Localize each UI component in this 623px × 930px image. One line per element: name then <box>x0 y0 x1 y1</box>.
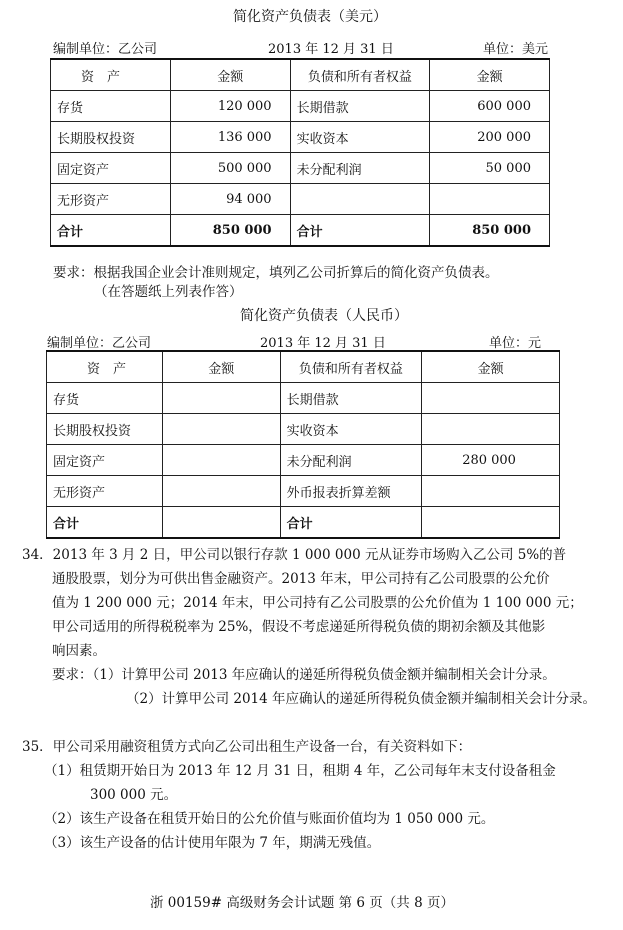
cell: 外币报表折算差额 <box>280 476 422 507</box>
table1-date: 2013 年 12 月 31 日 <box>268 42 394 57</box>
cell <box>162 383 280 414</box>
table-header-row <box>51 59 550 91</box>
q34-line: 甲公司适用的所得税税率为 25%，假设不考虑递延所得税负债的期初余额及其他影 <box>52 619 546 635</box>
balance-sheet-rmb <box>46 350 560 539</box>
cell: 未分配利润 <box>280 445 422 476</box>
q34-requirement-1: 要求：（1）计算甲公司 2013 年应确认的递延所得税负债金额并编制相关会计分录。 <box>52 667 556 683</box>
header-amount: 金额 <box>422 351 560 383</box>
header-liabilities-equity: 负债和所有者权益 <box>280 351 422 383</box>
q35-item-1-cont: 300 000 元。 <box>90 787 178 803</box>
q34-line: 通股股票，划分为可供出售金融资产。2013 年末，甲公司持有乙公司股票的公允价 <box>52 571 550 587</box>
cell: 长期股权投资 <box>51 122 171 153</box>
table-row <box>51 122 550 153</box>
table1-currency-label: 单位：美元 <box>483 42 549 57</box>
cell: 实收资本 <box>280 414 422 445</box>
cell <box>162 476 280 507</box>
cell: 固定资产 <box>47 445 163 476</box>
q35-item-3: （3）该生产设备的估计使用年限为 7 年，期满无残值。 <box>44 835 381 851</box>
cell <box>422 476 560 507</box>
q35-item-2: （2）该生产设备在租赁开始日的公允价值与账面价值均为 1 050 000 元。 <box>44 811 495 827</box>
table-header-row <box>47 351 560 383</box>
cell: 存货 <box>51 91 171 122</box>
header-amount: 金额 <box>170 59 290 91</box>
table2-currency-label: 单位：元 <box>489 336 542 351</box>
header-liabilities-equity: 负债和所有者权益 <box>290 59 430 91</box>
cell: 94 000 <box>170 184 290 215</box>
table-row <box>51 91 550 122</box>
requirement-line-1: 要求：根据我国企业会计准则规定，填列乙公司折算后的简化资产负债表。 <box>53 265 499 281</box>
q34-line: 响因素。 <box>52 643 106 659</box>
cell <box>162 414 280 445</box>
cell: 存货 <box>47 383 163 414</box>
cell: 280 000 <box>422 445 560 476</box>
cell: 未分配利润 <box>290 153 430 184</box>
cell: 无形资产 <box>47 476 163 507</box>
table-row <box>51 153 550 184</box>
q35-intro: 35．甲公司采用融资租赁方式向乙公司出租生产设备一台，有关资料如下： <box>22 739 472 755</box>
table-row <box>51 184 550 215</box>
table-row <box>47 445 560 476</box>
cell: 200 000 <box>430 122 550 153</box>
cell: 实收资本 <box>290 122 430 153</box>
requirement-line-2: （在答题纸上列表作答） <box>94 284 243 300</box>
table1-unit-label: 编制单位：乙公司 <box>53 42 158 57</box>
total-label: 合计 <box>51 215 171 247</box>
total-value: 850 000 <box>170 215 290 247</box>
total-value: 850 000 <box>430 215 550 247</box>
cell <box>162 445 280 476</box>
q34-line: 值为 1 200 000 元；2014 年末，甲公司持有乙公司股票的公允价值为 1 100 000 元； <box>52 595 583 611</box>
cell: 50 000 <box>430 153 550 184</box>
question-35 <box>22 735 556 855</box>
table1-title: 简化资产负债表（美元） <box>233 9 387 25</box>
table2-title: 简化资产负债表（人民币） <box>240 308 408 324</box>
question-34 <box>22 543 596 711</box>
table2-date: 2013 年 12 月 31 日 <box>260 336 386 351</box>
total-label: 合计 <box>47 507 163 539</box>
total-value <box>422 507 560 539</box>
cell: 120 000 <box>170 91 290 122</box>
balance-sheet-usd <box>50 58 550 247</box>
table-row <box>47 476 560 507</box>
cell: 长期股权投资 <box>47 414 163 445</box>
page-footer: 浙 00159# 高级财务会计试题 第 6 页（共 8 页） <box>150 895 454 911</box>
header-amount: 金额 <box>162 351 280 383</box>
cell <box>422 414 560 445</box>
q35-item-1: （1）租赁期开始日为 2013 年 12 月 31 日，租期 4 年，乙公司每年末支付设备租金 <box>44 763 556 779</box>
cell <box>290 184 430 215</box>
table2-unit-label: 编制单位：乙公司 <box>47 336 152 351</box>
cell <box>430 184 550 215</box>
cell: 136 000 <box>170 122 290 153</box>
table-total-row <box>47 507 560 539</box>
table-row <box>47 383 560 414</box>
cell: 长期借款 <box>290 91 430 122</box>
cell <box>422 383 560 414</box>
total-label: 合计 <box>290 215 430 247</box>
total-label: 合计 <box>280 507 422 539</box>
header-amount: 金额 <box>430 59 550 91</box>
cell: 500 000 <box>170 153 290 184</box>
header-assets: 资 产 <box>47 351 163 383</box>
cell: 固定资产 <box>51 153 171 184</box>
cell: 长期借款 <box>280 383 422 414</box>
header-assets: 资 产 <box>51 59 171 91</box>
q34-requirement-2: （2）计算甲公司 2014 年应确认的递延所得税负债金额并编制相关会计分录。 <box>126 691 597 707</box>
total-value <box>162 507 280 539</box>
cell: 无形资产 <box>51 184 171 215</box>
table-total-row <box>51 215 550 247</box>
q34-line: 34．2013 年 3 月 2 日，甲公司以银行存款 1 000 000 元从证券市场购入乙公司 5%的普 <box>22 547 567 563</box>
cell: 600 000 <box>430 91 550 122</box>
table-row <box>47 414 560 445</box>
